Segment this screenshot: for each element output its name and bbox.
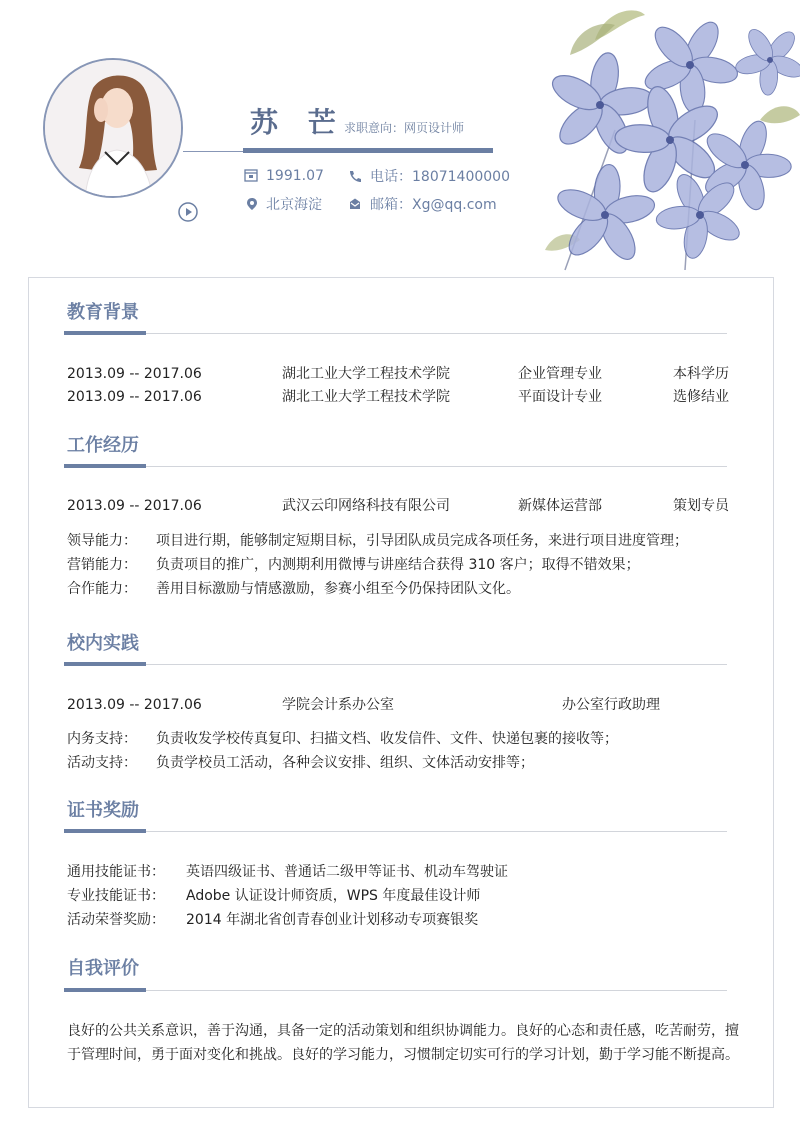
calendar-icon [244,168,258,182]
self-evaluation-text: 良好的公共关系意识，善于沟通，具备一定的活动策划和组织协调能力。良好的心态和责任感，吃苦耐劳，擅于管理时间，勇于面对变化和挑战。良好的学习能力，习惯制定切实可行的学习计划，勤于学习能不断提高。 [67,1023,739,1063]
cert-label: 通用技能证书： [67,864,165,880]
section-divider [64,831,727,832]
edu-degree: 本科学历 [673,366,729,382]
section-divider [64,664,727,665]
work-item-text: 项目进行期，能够制定短期目标，引导团队成员完成各项任务，来进行项目进度管理； [156,533,688,549]
campus-item-label: 活动支持： [67,755,137,771]
work-item-text: 善用目标激励与情感激励，参赛小组至今仍保持团队文化。 [156,581,520,597]
section-title-education: 教育背景 [67,302,139,323]
section-accent-bar [64,331,146,335]
campus-role: 办公室行政助理 [562,697,660,713]
play-icon[interactable] [177,201,199,223]
cert-label: 专业技能证书： [67,888,165,904]
work-item-label: 领导能力： [67,533,137,549]
email-info [348,195,497,215]
section-title-campus: 校内实践 [67,633,139,654]
cert-text: 英语四级证书、普通话二级甲等证书、机动车驾驶证 [186,864,508,880]
section-divider [64,990,727,991]
location-icon [246,197,258,211]
section-title-work: 工作经历 [67,435,139,456]
edu-date: 2013.09 -- 2017.06 [67,366,202,382]
flower-decoration [505,0,800,278]
job-intent: 求职意向：网页设计师 [344,121,465,135]
edu-date: 2013.09 -- 2017.06 [67,389,202,405]
campus-item-text: 负责学校员工活动，各种会议安排、组织、文体活动安排等； [156,755,534,771]
edu-degree: 选修结业 [673,389,729,405]
campus-item-label: 内务支持： [67,731,137,747]
work-role: 策划专员 [673,498,729,514]
section-accent-bar [64,662,146,666]
campus-date: 2013.09 -- 2017.06 [67,697,202,713]
section-accent-bar [64,988,146,992]
phone-info [348,167,510,187]
work-item-text: 负责项目的推广，内测期利用微博与讲座结合获得 310 客户；取得不错效果； [156,557,640,573]
section-accent-bar [64,829,146,833]
work-item-label: 营销能力： [67,557,137,573]
campus-item-text: 负责收发学校传真复印、扫描文档、收发信件、文件、快递包裹的接收等； [156,731,618,747]
birth-info [244,166,324,186]
work-item-label: 合作能力： [67,581,137,597]
edu-major: 企业管理专业 [518,366,602,382]
campus-org: 学院会计系办公室 [282,697,394,713]
work-company: 武汉云印网络科技有限公司 [282,498,450,514]
edu-school: 湖北工业大学工程技术学院 [282,366,450,382]
name-underline [243,148,493,153]
location-info [246,195,322,215]
cert-label: 活动荣誉奖励： [67,912,165,928]
cert-text: Adobe 认证设计师资质，WPS 年度最佳设计师 [186,888,481,904]
section-accent-bar [64,464,146,468]
section-title-certs: 证书奖励 [67,800,139,821]
section-divider [64,466,727,467]
cert-text: 2014 年湖北省创青春创业计划移动专项赛银奖 [186,912,479,928]
candidate-name: 苏 芒 [250,106,346,139]
phone-icon [348,169,362,183]
edu-major: 平面设计专业 [518,389,602,405]
work-dept: 新媒体运营部 [518,498,602,514]
location-value: 北京海淀 [266,197,322,213]
phone-value: 电话：18071400000 [370,169,510,185]
email-icon [348,197,362,211]
email-value: 邮箱：Xg@qq.com [370,197,497,213]
edu-school: 湖北工业大学工程技术学院 [282,389,450,405]
section-title-self: 自我评价 [67,958,139,979]
section-divider [64,333,727,334]
avatar [43,58,183,198]
work-date: 2013.09 -- 2017.06 [67,498,202,514]
birth-value: 1991.07 [266,168,324,184]
